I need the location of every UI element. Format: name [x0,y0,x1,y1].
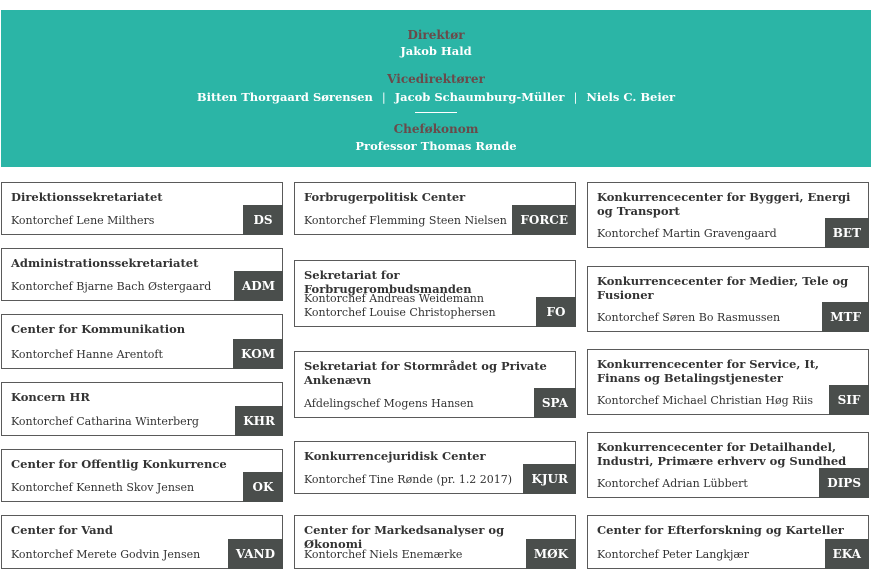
unit-abbreviation-badge: KJUR [523,464,576,494]
unit-person: Kontorchef Søren Bo Rasmussen [597,310,781,324]
unit-title: Center for Vand [11,523,113,537]
unit-abbreviation-badge: BET [825,218,869,248]
unit-card [294,441,576,494]
vice-separator: | [573,90,578,104]
unit-title: Center for Efterforskning og Karteller [597,523,844,537]
vice-director-name: Jacob Schaumburg-Müller [394,90,565,104]
chief-economist-role: Cheføkonom [393,122,479,136]
unit-abbreviation-badge: SIF [829,385,869,415]
unit-card [1,515,283,569]
unit-people [597,477,748,491]
unit-person: Kontorchef Bjarne Bach Østergaard [11,279,212,293]
unit-abbreviation-badge: FO [536,297,576,327]
unit-people [597,311,780,325]
director-role: Direktør [407,28,465,42]
unit-person: Kontorchef Adrian Lübbert [597,476,748,490]
leadership-header [1,10,871,167]
unit-abbreviation-badge: MTF [822,302,869,332]
unit-abbreviation-badge: ADM [234,271,283,301]
unit-people [11,280,211,294]
unit-abbreviation-badge: VAND [228,539,283,569]
unit-card [1,449,283,502]
chief-economist-name: Professor Thomas Rønde [355,139,517,153]
unit-title: Konkurrencecenter for Medier, Tele og Fusioner [597,274,849,302]
vice-director-role: Vicedirektører [387,72,485,86]
unit-people [304,548,462,562]
unit-card [587,349,869,415]
unit-card [294,515,576,569]
unit-people [11,214,154,228]
unit-abbreviation-badge: OK [243,472,283,502]
unit-title: Direktionssekretariatet [11,190,163,204]
unit-title: Center for Kommunikation [11,322,186,336]
unit-title: Konkurrencecenter for Byggeri, Energi og Transport [597,190,851,218]
vice-director-name: Bitten Thorgaard Sørensen [196,90,373,104]
unit-card [587,266,869,332]
unit-abbreviation-badge: FORCE [512,205,576,235]
unit-card [587,515,869,569]
unit-title: Center for Markedsanalyser og Økonomi [304,523,505,551]
unit-card [1,314,283,369]
unit-title: Forbrugerpolitisk Center [304,190,466,204]
vice-separator: | [381,90,386,104]
unit-abbreviation-badge: DS [243,205,283,235]
header-divider [415,112,457,113]
unit-abbreviation-badge: MØK [526,539,576,569]
unit-person: Kontorchef Flemming Steen Nielsen [304,213,507,227]
unit-title: Center for Offentlig Konkurrence [11,457,227,471]
unit-title: Administrationssekretariatet [11,256,199,270]
vice-director-name: Niels C. Beier [586,90,676,104]
unit-person: Kontorchef Catharina Winterberg [11,414,199,428]
unit-person: Kontorchef Martin Gravengaard [597,226,777,240]
unit-people [304,473,512,487]
unit-person: Kontorchef Louise Christophersen [304,305,496,319]
unit-person: Kontorchef Kenneth Skov Jensen [11,480,195,494]
unit-people [597,548,749,562]
unit-people [304,214,507,228]
unit-title: Konkurrencecenter for Detailhandel, Industri, Primære erhverv og Sundhed [597,440,847,468]
unit-card [587,182,869,248]
unit-person: Kontorchef Andreas Weidemann [304,292,484,305]
unit-title: Sekretariat for Forbrugerombudsmanden [304,268,472,296]
unit-people [597,394,813,408]
unit-card [294,351,576,418]
unit-card [294,260,576,327]
unit-people [11,348,163,362]
unit-person: Kontorchef Peter Langkjær [597,547,750,561]
unit-card [1,382,283,436]
unit-people [304,397,474,411]
unit-person: Kontorchef Merete Godvin Jensen [11,547,201,561]
unit-person: Kontorchef Tine Rønde (pr. 1.2 2017) [304,472,513,486]
unit-abbreviation-badge: DIPS [819,468,869,498]
unit-title: Konkurrencejuridisk Center [304,449,486,463]
unit-people [11,415,199,429]
unit-person: Kontorchef Michael Christian Høg Riis [597,393,814,407]
unit-person: Afdelingschef Mogens Hansen [304,396,474,410]
unit-abbreviation-badge: KOM [233,339,283,369]
unit-people [304,292,496,319]
vice-director-names [1,90,871,104]
unit-person: Kontorchef Hanne Arentoft [11,347,163,361]
director-name: Jakob Hald [400,44,472,58]
unit-people [597,227,777,241]
unit-abbreviation-badge: SPA [534,388,576,418]
unit-card [294,182,576,235]
unit-title: Konkurrencecenter for Service, It, Finans og Betalingstjenester [597,357,820,385]
unit-card [587,432,869,498]
unit-people [11,548,200,562]
unit-person: Kontorchef Lene Milthers [11,213,155,227]
unit-abbreviation-badge: KHR [235,406,283,436]
unit-person: Kontorchef Niels Enemærke [304,547,463,561]
unit-abbreviation-badge: EKA [825,539,869,569]
unit-people [11,481,194,495]
unit-title: Sekretariat for Stormrådet og Private Ankenævn [304,359,547,387]
unit-title: Koncern HR [11,390,90,404]
unit-card [1,248,283,301]
unit-card [1,182,283,235]
